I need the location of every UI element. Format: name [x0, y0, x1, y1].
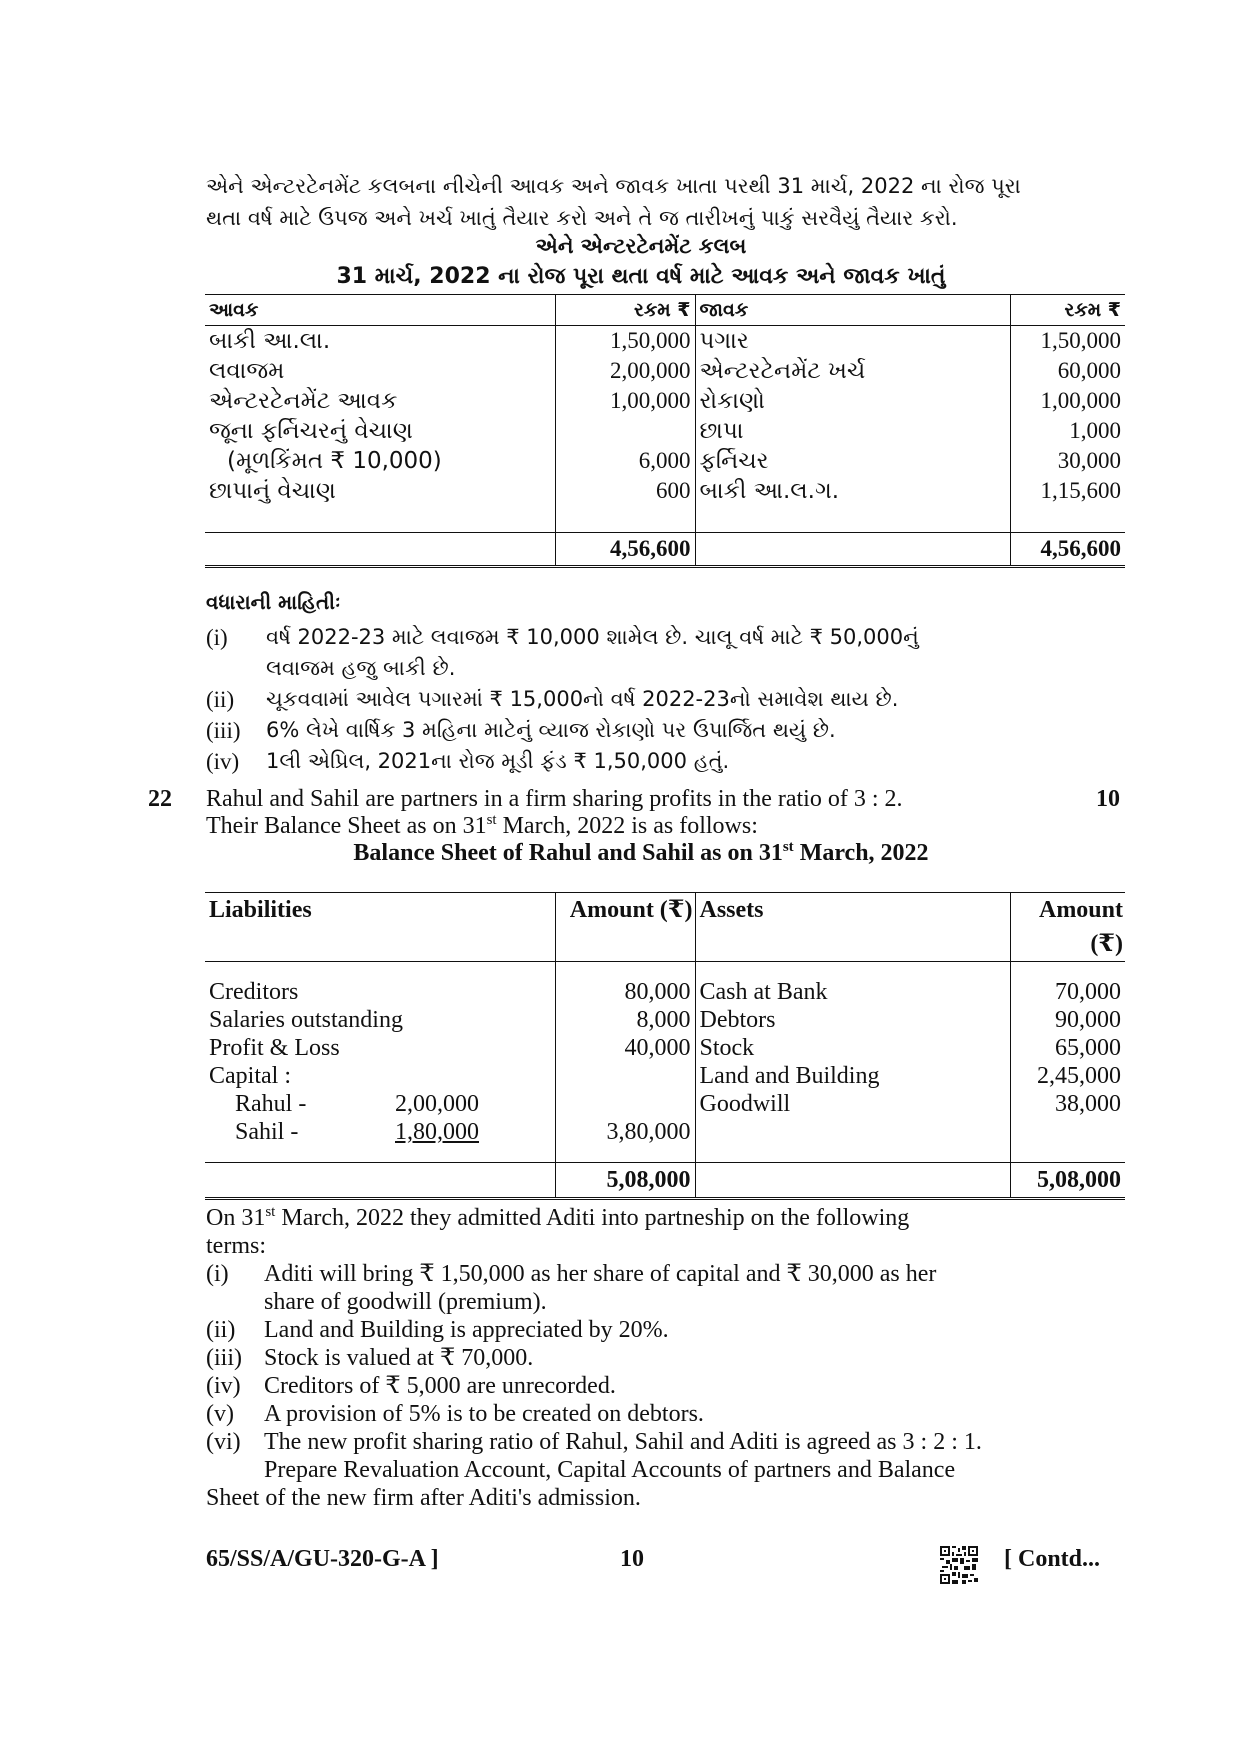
terms-intro-continued: terms: [206, 1233, 266, 1259]
asset-amount: 2,45,000 [1010, 1062, 1125, 1090]
table-row [205, 416, 1125, 446]
col-assets: Assets [695, 893, 1010, 962]
paper-code: 65/SS/A/GU-320-G-A ] [206, 1546, 439, 1572]
table-row [205, 476, 1125, 506]
table-header-row [205, 295, 1125, 326]
payment-amount: 1,50,000 [1010, 326, 1125, 357]
terms-intro: On 31st March, 2022 they admitted Aditi into partneship on the following [206, 1204, 910, 1231]
col-amount-assets: Amount (₹) [1010, 893, 1125, 962]
liability-item: Profit & Loss [209, 1035, 340, 1061]
receipt-item: એન્ટરટેનમેંટ આવક [209, 388, 398, 414]
list-item: (v) A provision of 5% is to be created on debtors. [206, 1401, 704, 1427]
col-payments: જાવક [695, 295, 1010, 326]
continued-label: [ Contd... [1004, 1546, 1101, 1572]
liability-amount: 8,000 [555, 1006, 695, 1034]
list-item [206, 684, 1006, 715]
receipt-amount: 2,00,000 [555, 356, 695, 386]
asset-item: Goodwill [695, 1090, 1010, 1118]
question-22-text [206, 786, 1076, 840]
payment-item: પગાર [695, 326, 1010, 357]
asset-item: Cash at Bank [695, 978, 1010, 1006]
liability-item: Capital : [209, 1063, 291, 1089]
table-row [205, 978, 1125, 1006]
list-item: (vi) The new profit sharing ratio of Rahul, Sahil and Aditi is agreed as 3 : 2 : 1. Prepare Revaluation Account, Capital Accounts of partners and Balance [206, 1429, 982, 1483]
payment-amount: 30,000 [1010, 446, 1125, 476]
intro-line-2: થતા વર્ષ માટે ઉપજ અને ખર્ચ ખાતું તૈયાર કરો અને તે જ તારીખનું પાકું સરવૈયું તૈયાર કરો. [206, 206, 958, 230]
payment-item: રોકાણો [695, 386, 1010, 416]
asset-item: Debtors [695, 1006, 1010, 1034]
table-row [205, 446, 1125, 476]
payment-amount: 1,00,000 [1010, 386, 1125, 416]
payment-amount: 1,000 [1010, 416, 1125, 446]
item-number: (ii) [206, 687, 235, 712]
asset-item [695, 1118, 1010, 1146]
question-intro [206, 170, 1076, 234]
liability-amount: 80,000 [555, 978, 695, 1006]
asset-item: Land and Building [695, 1062, 1010, 1090]
list-item [206, 622, 1006, 684]
question-number: 22 [148, 786, 172, 812]
balance-sheet-table [205, 892, 1125, 1200]
q22-line-1: Rahul and Sahil are partners in a firm sharing profits in the ratio of 3 : 2. [206, 786, 903, 812]
admission-terms [206, 1204, 1076, 1512]
asset-amount: 70,000 [1010, 978, 1125, 1006]
payment-item: છાપા [695, 416, 1010, 446]
list-item [206, 746, 1006, 777]
partner-name: Sahil - [235, 1119, 299, 1145]
receipt-item: (મૂળકિંમત ₹ 10,000) [227, 448, 442, 474]
table-row [205, 356, 1125, 386]
liability-amount: 40,000 [555, 1034, 695, 1062]
table-row [205, 326, 1125, 357]
total-assets: 5,08,000 [1010, 1163, 1125, 1199]
table-row [205, 1090, 1125, 1118]
receipt-item: બાકી આ.લા. [209, 328, 331, 354]
item-text: ચૂકવવામાં આવેલ પગારમાં ₹ 15,000નો વર્ષ 2022-23નો સમાવેશ થાય છે. [266, 687, 899, 711]
item-number: (i) [206, 625, 228, 650]
item-number: (iv) [206, 749, 240, 774]
item-text: 1લી એપ્રિલ, 2021ના રોજ મૂડી ફંડ ₹ 1,50,000 હતું. [266, 749, 730, 773]
intro-line-1: એને એન્ટરટેનમેંટ કલબના નીચેની આવક અને જાવક ખાતા પરથી 31 માર્ચ, 2022 ના રોજ પૂરા [206, 174, 1021, 198]
rp-account-title: 31 માર્ચ, 2022 ના રોજ પૂરા થતા વર્ષ માટે આવક અને જાવક ખાતું [336, 264, 946, 289]
partner-capital: 1,80,000 [395, 1119, 479, 1145]
receipt-amount: 1,50,000 [555, 326, 695, 357]
table-row [205, 386, 1125, 416]
qr-code-icon [940, 1546, 978, 1584]
list-item: (iii) Stock is valued at ₹ 70,000. [206, 1345, 534, 1371]
list-item: (ii) Land and Building is appreciated by 20%. [206, 1317, 669, 1343]
liability-item: Salaries outstanding [209, 1007, 403, 1033]
asset-amount: 38,000 [1010, 1090, 1125, 1118]
list-item [206, 715, 1006, 746]
table-total-row [205, 533, 1125, 567]
item-number: (iii) [206, 718, 241, 743]
receipt-item: જૂના ફર્નિચરનું વેચાણ [209, 418, 413, 444]
receipt-amount: 6,000 [555, 446, 695, 476]
list-item: (iv) Creditors of ₹ 5,000 are unrecorded. [206, 1373, 616, 1399]
additional-info-list [206, 622, 1006, 777]
payment-item: એન્ટરટેનમેંટ ખર્ચ [695, 356, 1010, 386]
payment-item: ફર્નિચર [695, 446, 1010, 476]
liability-item [205, 1118, 555, 1146]
table-row [205, 1006, 1125, 1034]
payment-amount: 60,000 [1010, 356, 1125, 386]
partner-capital: 2,00,000 [395, 1091, 479, 1117]
asset-amount: 65,000 [1010, 1034, 1125, 1062]
table-row [205, 1062, 1125, 1090]
payment-amount: 1,15,600 [1010, 476, 1125, 506]
table-header-row [205, 893, 1125, 962]
receipt-item: લવાજમ [209, 358, 285, 384]
table-spacer-row [205, 506, 1125, 533]
item-text: 6% લેખે વાર્ષિક 3 મહિના માટેનું વ્યાજ રોકાણો પર ઉપાર્જિત થયું છે. [266, 718, 836, 742]
asset-amount [1010, 1118, 1125, 1146]
partner-name: Rahul - [235, 1091, 307, 1117]
table-row [205, 1034, 1125, 1062]
table-total-row [205, 1163, 1125, 1199]
col-amount-payments: રકમ ₹ [1010, 295, 1125, 326]
receipt-amount [555, 416, 695, 446]
payment-item: બાકી આ.લ.ગ. [695, 476, 1010, 506]
liability-amount: 3,80,000 [555, 1118, 695, 1146]
club-name: એને એન્ટરટેનમેંટ કલબ [535, 234, 747, 258]
total-payments: 4,56,600 [1010, 533, 1125, 567]
liability-amount [555, 1062, 695, 1090]
liability-item: Creditors [209, 979, 299, 1005]
receipt-amount: 1,00,000 [555, 386, 695, 416]
balance-sheet-title: Balance Sheet of Rahul and Sahil as on 31st March, 2022 [353, 839, 929, 866]
receipt-amount: 600 [555, 476, 695, 506]
col-receipts: આવક [205, 295, 555, 326]
total-receipts: 4,56,600 [555, 533, 695, 567]
additional-info-title: વધારાની માહિતીઃ [206, 590, 341, 614]
item-text-continued: લવાજમ હજુ બાકી છે. [266, 656, 456, 680]
table-row [205, 1118, 1125, 1146]
col-amount-liabilities: Amount (₹) [555, 893, 695, 962]
total-liabilities: 5,08,000 [555, 1163, 695, 1199]
page-number: 10 [620, 1546, 644, 1572]
q22-line-2: Their Balance Sheet as on 31st March, 2022 is as follows: [206, 812, 758, 839]
terms-closing: Sheet of the new firm after Aditi's admission. [206, 1485, 641, 1511]
col-amount-receipts: રકમ ₹ [555, 295, 695, 326]
col-liabilities: Liabilities [205, 893, 555, 962]
liability-item [205, 1090, 555, 1118]
question-marks: 10 [1096, 786, 1120, 812]
item-text: વર્ષ 2022-23 માટે લવાજમ ₹ 10,000 શામેલ છે. ચાલૂ વર્ષ માટે ₹ 50,000નું [266, 625, 919, 649]
asset-item: Stock [695, 1034, 1010, 1062]
asset-amount: 90,000 [1010, 1006, 1125, 1034]
receipts-payments-table [205, 294, 1125, 568]
liability-amount [555, 1090, 695, 1118]
list-item: (i) Aditi will bring ₹ 1,50,000 as her share of capital and ₹ 30,000 as her share of goodwill (premium). [206, 1261, 937, 1315]
receipt-item: છાપાનું વેચાણ [209, 478, 336, 504]
